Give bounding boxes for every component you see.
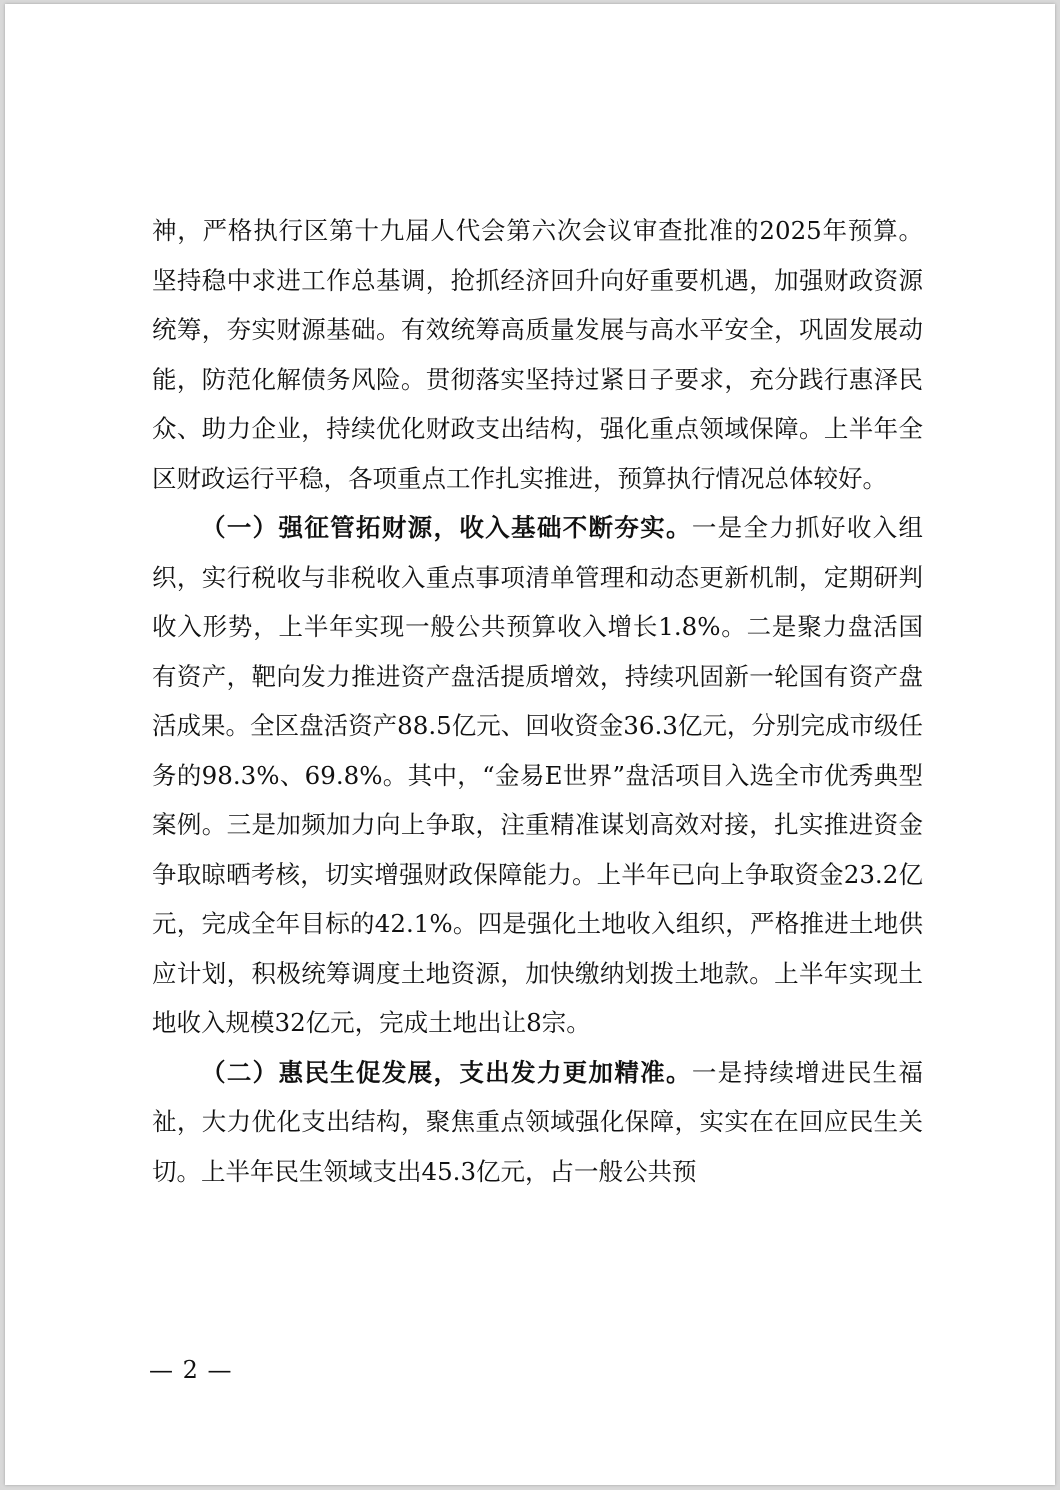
paragraph-text: 一是全力抓好收入组织，实行税收与非税收入重点事项清单管理和动态更新机制，定期研判收入形势，上半年实现一般公共预算收入增长1.8%。二是聚力盘活国有资产，靶向发力推进资产盘活提质增效，持续巩固新一轮国有资产盘活成果。全区盘活资产88.5亿元、回收资金36.3亿元，分别完成市级任务的98.3%、69.8%。其中，“金易E世界”盘活项目入选全市优秀典型案例。三是加频加力向上争取，注重精准谋划高效对接，扎实推进资金争取晾晒考核，切实增强财政保障能力。上半年已向上争取资金23.2亿元，完成全年目标的42.1%。四是强化土地收入组织，严格推进土地供应计划，积极统筹调度土地资源，加快缴纳划拨土地款。上半年实现土地收入规模32亿元，完成土地出让8宗。 — [152, 513, 924, 1037]
paragraph-text: 一是持续增进民生福祉，大力优化支出结构，聚焦重点领域强化保障，实实在在回应民生关切。上半年民生领域支出45.3亿元，占一般公共预 — [152, 1057, 924, 1186]
document-page — [5, 4, 1055, 1485]
paragraph-section-1 — [152, 503, 923, 1048]
section-heading-1: （一）强征管拓财源，收入基础不断夯实。 — [201, 513, 692, 542]
paragraph-text: 神，严格执行区第十九届人代会第六次会议审查批准的2025年预算。坚持稳中求进工作总基调，抢抓经济回升向好重要机遇，加强财政资源统筹，夯实财源基础。有效统筹高质量发展与高水平安全，巩固发展动能，防范化解债务风险。贯彻落实坚持过紧日子要求，充分践行惠泽民众、助力企业，持续优化财政支出结构，强化重点领域保障。上半年全区财政运行平稳，各项重点工作扎实推进，预算执行情况总体较好。 — [152, 216, 923, 493]
document-body — [152, 206, 923, 1196]
paragraph-intro — [152, 206, 923, 503]
paragraph-section-2 — [152, 1048, 923, 1197]
section-heading-2: （二）惠民生促发展，支出发力更加精准。 — [201, 1057, 692, 1087]
page-number: — 2 — — [149, 1356, 233, 1384]
